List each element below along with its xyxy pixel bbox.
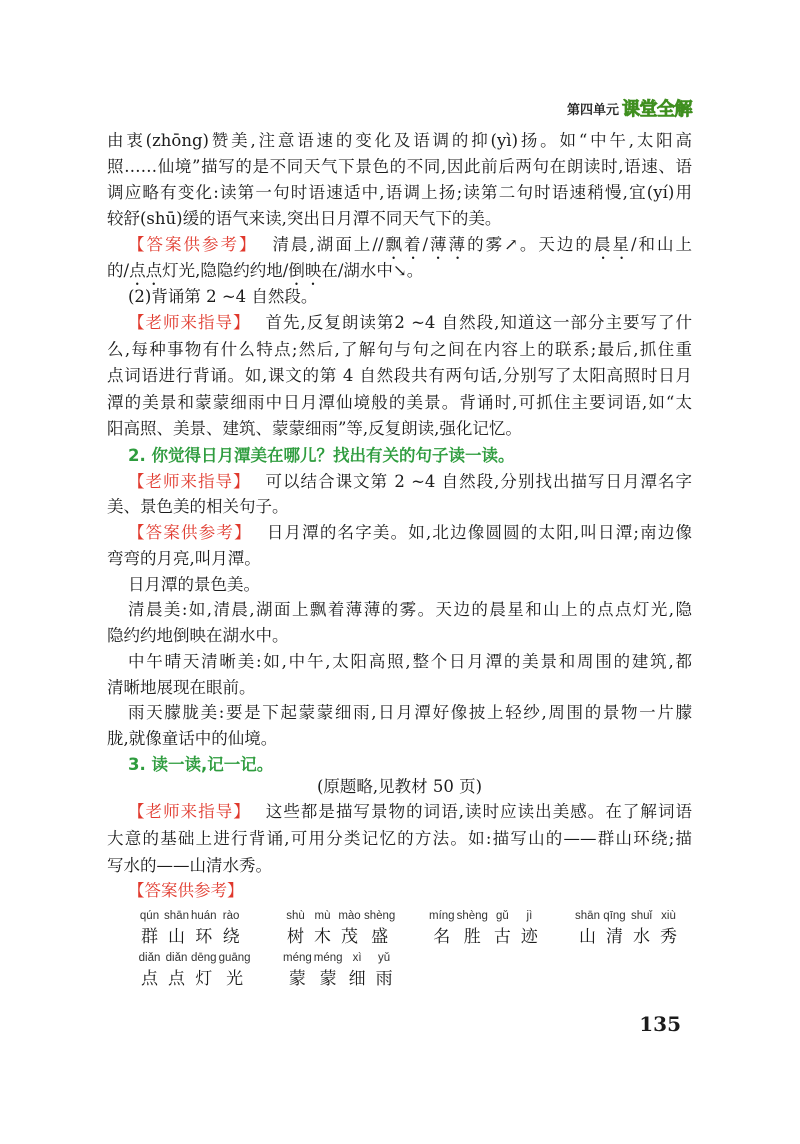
pinyin: shù <box>286 910 305 922</box>
teacher-guide-label: 【老师来指导】 <box>128 472 251 491</box>
q2-guide-line <box>128 469 692 495</box>
morning-beauty-line: 隐约约地倒映在湖水中。 <box>107 626 289 645</box>
intonation-guide-line: 较舒(shū)缓的语气来读,突出日月潭不同天气下的美。 <box>107 209 502 228</box>
pinyin: shuǐ <box>630 910 653 922</box>
teacher-guide-label: 【老师来指导】 <box>128 313 251 332</box>
hanzi: 树 <box>287 927 304 947</box>
syllable <box>190 950 218 990</box>
syllable <box>601 908 628 948</box>
noon-beauty-line: 中午晴天清晰美:如,中午,太阳高照,整个日月潭的美景和周围的建筑,都 <box>128 652 692 671</box>
q2-guide-line: 美、景色美的相关句子。 <box>107 497 289 516</box>
reading-segment: 在/湖水中↘。 <box>321 261 424 280</box>
pinyin-word <box>574 908 682 948</box>
reading-segment: / <box>422 235 429 254</box>
pinyin: guāng <box>218 952 251 964</box>
hanzi: 蒙 <box>319 969 337 989</box>
pinyin: diǎn <box>138 952 161 964</box>
pinyin: shèng <box>364 910 396 922</box>
reading-segment: 的雾↗。天边的 <box>467 235 594 254</box>
pinyin-word <box>136 950 252 990</box>
syllable <box>428 908 456 948</box>
pinyin: shèng <box>456 910 488 922</box>
guide-text: 这些都是描写景物的词语,读时应读出美感。在了解词语 <box>265 802 693 821</box>
hanzi: 山 <box>579 927 596 947</box>
rain-beauty-line: 雨天朦胧美:要是下起蒙蒙细雨,日月潭好像披上轻纱,周围的景物一片朦 <box>128 703 692 722</box>
reading-segment: 灯光,隐隐约约地/ <box>162 261 289 280</box>
pinyin: xiù <box>661 910 676 922</box>
syllable <box>371 950 398 990</box>
morning-beauty-line: 清晨美:如,清晨,湖面上飘着薄薄的雾。天边的晨星和山上的点点灯光,隐 <box>128 600 692 619</box>
teacher-guide-label: 【老师来指导】 <box>128 802 251 821</box>
pinyin: jì <box>526 910 533 922</box>
question-2-title: 2. 你觉得日月潭美在哪儿？找出有关的句子读一读。 <box>128 446 515 465</box>
pinyin-word <box>282 950 398 990</box>
answer-reading-line <box>128 232 692 258</box>
answer-text: 日月潭的名字美。如,北边像圆圆的太阳,叫日潭;南边像 <box>266 523 692 542</box>
unit-label: 第四单元 <box>566 102 619 118</box>
scenery-title: 日月潭的景色美。 <box>128 575 260 594</box>
hanzi: 木 <box>314 927 331 947</box>
syllable <box>218 908 245 948</box>
hanzi: 群 <box>141 927 158 947</box>
pinyin: mào <box>338 910 361 922</box>
page-header <box>567 96 692 120</box>
q3-answer-line <box>128 878 692 904</box>
answer-reading-line <box>107 258 692 284</box>
recite-guide-line: 点词语进行背诵。如,课文的第 4 自然段共有两句话,分别写了太阳高照时日月 <box>107 366 692 385</box>
intonation-guide-line: 调应略有变化:读第一句时语速适中,语调上扬;读第二句时语速稍慢,宜(yí)用 <box>107 183 692 202</box>
stressed-word: 倒映 <box>288 261 322 280</box>
q2-answer-line: 弯弯的月亮,叫月潭。 <box>107 549 261 568</box>
syllable <box>336 908 363 948</box>
pinyin: méng <box>283 952 312 964</box>
hanzi: 茂 <box>341 927 358 947</box>
answer-label: 【答案供参考】 <box>128 881 244 900</box>
hanzi: 细 <box>348 969 366 989</box>
pinyin: huán <box>191 910 217 922</box>
hanzi: 蒙 <box>288 969 306 989</box>
syllable <box>163 950 190 990</box>
q3-guide-line: 写水的——山清水秀。 <box>107 856 272 875</box>
syllable <box>136 908 163 948</box>
pinyin: yǔ <box>377 952 391 964</box>
q3-guide-line <box>128 799 692 825</box>
recite-guide-line <box>128 310 692 336</box>
pinyin-word <box>136 908 245 948</box>
reading-segment: /和山上 <box>630 235 693 254</box>
pinyin: shān <box>164 910 189 922</box>
hanzi: 迹 <box>520 927 538 947</box>
syllable <box>282 950 313 990</box>
reading-segment: 的/ <box>107 261 130 280</box>
rain-beauty-line: 胧,就像童话中的仙境。 <box>107 729 278 748</box>
syllable <box>313 950 344 990</box>
recite-guide-line: 阳高照、美景、建筑、蒙蒙细雨”等,反复朗读,强化记忆。 <box>107 419 522 438</box>
answer-label: 【答案供参考】 <box>128 523 252 542</box>
syllable <box>163 908 190 948</box>
stressed-word: 飘着 <box>383 235 423 254</box>
intonation-guide-line: 照……仙境”描写的是不同天气下景色的不同,因此前后两句在朗读时,语速、语 <box>107 157 692 176</box>
syllable <box>218 950 252 990</box>
syllable <box>655 908 682 948</box>
question-3-note: (原题略,见教材 50 页) <box>316 777 483 796</box>
hanzi: 古 <box>493 927 511 947</box>
pinyin: diǎn <box>165 952 188 964</box>
stressed-word: 薄薄 <box>428 235 468 254</box>
answer-label: 【答案供参考】 <box>128 235 258 254</box>
page-number: 135 <box>639 1012 681 1036</box>
hanzi: 清 <box>606 927 623 947</box>
pinyin: qún <box>139 910 160 922</box>
pinyin: gǔ <box>496 910 509 922</box>
hanzi: 点 <box>168 969 185 989</box>
pinyin: méng <box>313 952 343 964</box>
stressed-word: 晨星 <box>593 235 631 254</box>
brand-logo: 课堂全解 <box>622 99 692 120</box>
syllable <box>574 908 601 948</box>
pinyin: mù <box>314 910 331 922</box>
hanzi: 灯 <box>195 969 213 989</box>
syllable <box>190 908 218 948</box>
syllable <box>489 908 516 948</box>
hanzi: 山 <box>168 927 185 947</box>
syllable <box>344 950 371 990</box>
hanzi: 名 <box>433 927 451 947</box>
syllable <box>363 908 396 948</box>
hanzi: 秀 <box>660 927 677 947</box>
syllable <box>456 908 489 948</box>
pinyin: míng <box>429 910 455 922</box>
question-3-title: 3. 读一读,记一记。 <box>128 755 274 774</box>
syllable <box>136 950 163 990</box>
q3-guide-line: 大意的基础上进行背诵,可用分类记忆的方法。如:描写山的——群山环绕;描 <box>107 829 692 848</box>
guide-text: 首先,反复朗读第2 ~4 自然段,知道这一部分主要写了什 <box>265 313 692 332</box>
hanzi: 光 <box>226 969 244 989</box>
recite-task: (2)背诵第 2 ~4 自然段。 <box>128 287 318 306</box>
intonation-guide-line: 由衷(zhōng)赞美,注意语速的变化及语调的抑(yì)扬。如“中午,太阳高 <box>107 131 692 150</box>
recite-guide-line: 潭的美景和蒙蒙细雨中日月潭仙境般的美景。背诵时,可抓住主要词语,如“太 <box>107 393 692 412</box>
syllable <box>309 908 336 948</box>
hanzi: 绕 <box>222 927 240 947</box>
hanzi: 雨 <box>375 969 393 989</box>
reading-segment: 清晨,湖面上// <box>272 235 384 254</box>
pinyin: qīng <box>603 910 626 922</box>
syllable <box>628 908 655 948</box>
pinyin: xì <box>352 952 362 964</box>
hanzi: 盛 <box>371 927 389 947</box>
syllable <box>516 908 543 948</box>
hanzi: 点 <box>141 969 158 989</box>
stressed-word: 点点 <box>129 261 163 280</box>
pinyin-word <box>282 908 396 948</box>
guide-text: 可以结合课文第 2 ~4 自然段,分别找出描写日月潭名字 <box>265 472 692 491</box>
q2-answer-line <box>128 520 692 546</box>
pinyin-word <box>428 908 543 948</box>
pinyin: shān <box>575 910 600 922</box>
pinyin: dēng <box>191 952 217 964</box>
syllable <box>282 908 309 948</box>
hanzi: 水 <box>633 927 650 947</box>
hanzi: 环 <box>195 927 213 947</box>
hanzi: 胜 <box>463 927 481 947</box>
pinyin: rào <box>222 910 240 922</box>
recite-guide-line: 么,每种事物有什么特点;然后,了解句与句之间在内容上的联系;最后,抓住重 <box>107 340 692 359</box>
noon-beauty-line: 清晰地展现在眼前。 <box>107 678 256 697</box>
